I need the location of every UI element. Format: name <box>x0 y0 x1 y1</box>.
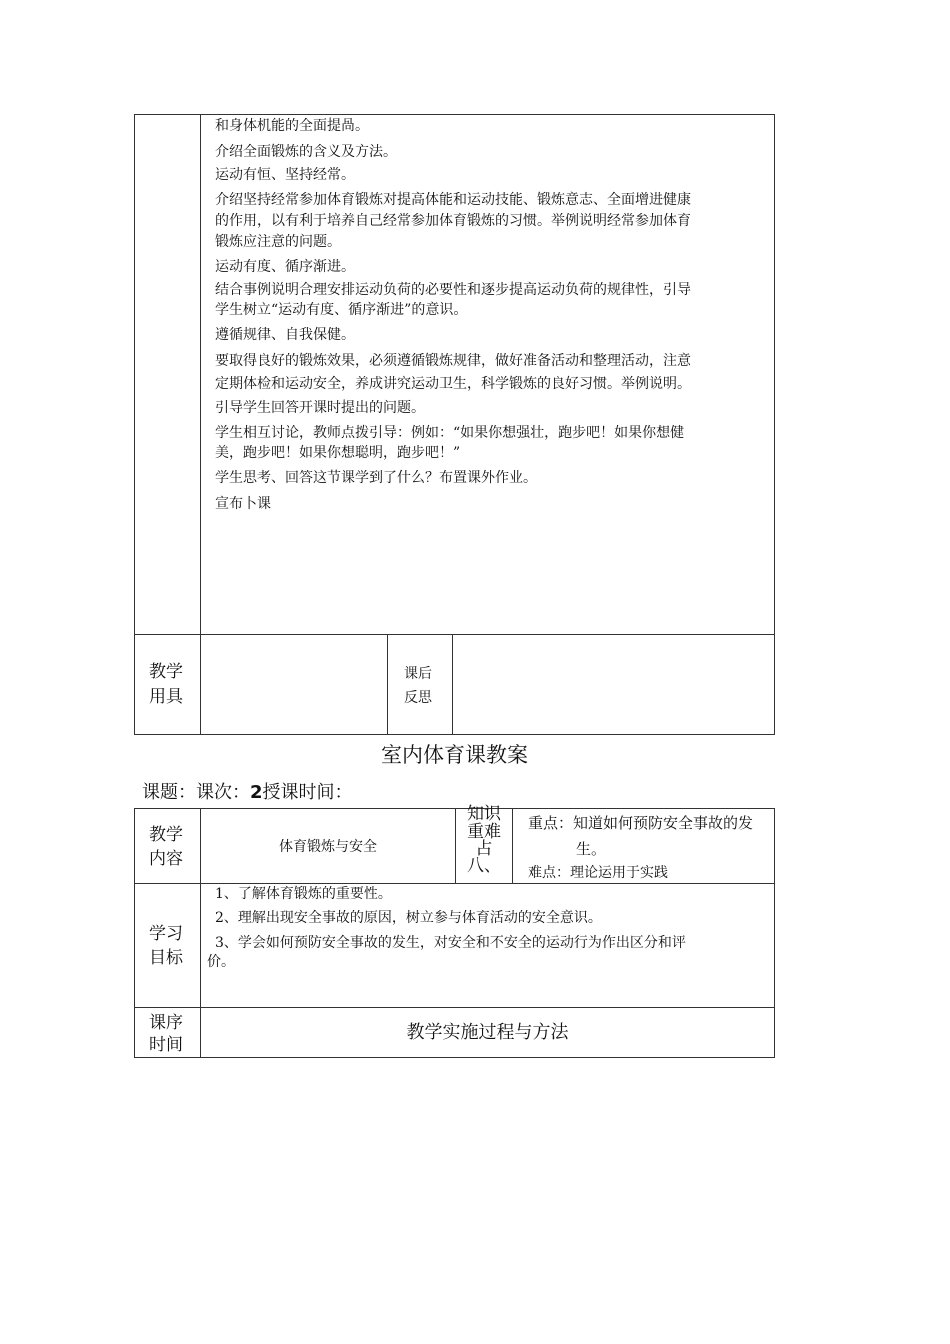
table-border <box>134 1007 775 1008</box>
page-title: 室内体育课教案 <box>381 743 528 767</box>
table-border <box>134 634 775 635</box>
goal-item: 3、学会如何预防安全事故的发生，对安全和不安全的运动行为作出区分和评 <box>215 935 686 951</box>
key-point-text: 重点：知道如何预防安全事故的发 <box>528 814 754 832</box>
order-label: 课序 <box>149 1013 183 1033</box>
lesson-text-line: 和身体机能的全面提咼。 <box>215 118 369 134</box>
goal-item: 1、了解体育锻炼的重要性。 <box>215 886 392 902</box>
goals-label: 目标 <box>149 948 183 968</box>
content-label: 教学 <box>149 825 183 845</box>
key-points-label: 八、 <box>467 856 501 876</box>
key-points-label: 知识 <box>467 804 501 824</box>
lesson-text-line: 运动有恒、坚持经常。 <box>215 167 355 183</box>
table-border <box>512 808 513 884</box>
table-border <box>134 1057 775 1058</box>
lesson-text-line: 学生相互讨论，教师点拨引导：例如：“如果你想强壮，跑步吧！如果你想健 <box>215 425 685 441</box>
table-border <box>134 808 135 1058</box>
goal-item: 价。 <box>207 954 235 970</box>
table-border <box>134 114 775 115</box>
lesson-text-line: 锻炼应注意的问题。 <box>215 234 341 250</box>
lesson-text-line: 介绍全面锻炼的含义及方法。 <box>215 144 397 160</box>
table-border <box>452 634 453 735</box>
table-border <box>387 634 388 735</box>
key-points-label: 占 <box>475 839 493 859</box>
lesson-text-line: 运动有度、循序渐进。 <box>215 259 355 275</box>
key-points-label: 重难 <box>467 822 501 842</box>
table-border <box>134 734 775 735</box>
table-border <box>134 114 135 735</box>
lesson-text-line: 美，跑步吧！如果你想聪明，跑步吧！” <box>215 445 461 461</box>
table-border <box>774 114 775 735</box>
lesson-text-line: 学生树立“运动有度、循序渐进”的意识。 <box>215 302 468 318</box>
process-title: 教学实施过程与方法 <box>406 1022 569 1043</box>
lesson-text-line: 介绍坚持经常参加体育锻炼对提高体能和运动技能、锻炼意志、全面增进健康 <box>215 192 691 208</box>
order-label: 时间 <box>149 1035 183 1055</box>
content-value: 体育锻炼与安全 <box>279 839 377 855</box>
lesson-text-line: 要取得良好的锻炼效果，必须遵循锻炼规律，做好准备活动和整理活动，注意 <box>215 353 691 369</box>
table-border <box>774 808 775 1058</box>
lesson-text-line: 学生思考、回答这节课学到了什么？布置课外作业。 <box>215 470 537 486</box>
course-line-prefix: 课题：课次： <box>142 782 250 803</box>
tools-label: 用具 <box>149 687 183 707</box>
table-border <box>200 114 201 735</box>
reflection-label: 课后 <box>404 666 432 682</box>
lesson-text-line: 引导学生回答开课时提出的问题。 <box>215 400 425 416</box>
content-label: 内容 <box>149 849 183 869</box>
goal-item: 2、理解出现安全事故的原因，树立参与体育活动的安全意识。 <box>215 910 602 926</box>
tools-label: 教学 <box>149 662 183 682</box>
lesson-text-line: 的作用，以有利于培养自己经常参加体育锻炼的习惯。举例说明经常参加体育 <box>215 213 691 229</box>
lesson-number: 2 <box>250 782 263 803</box>
course-line-suffix: 授课时间： <box>262 782 353 803</box>
lesson-text-line: 遵循规律、自我保健。 <box>215 327 355 343</box>
key-point-text: 生。 <box>576 840 607 858</box>
lesson-text-line: 结合事例说明合理安排运动负荷的必要性和逐步提高运动负荷的规律性，引导 <box>215 282 691 298</box>
reflection-label: 反思 <box>404 690 432 706</box>
difficulty-text: 难点：理论运用于实践 <box>528 865 668 881</box>
lesson-text-line: 宣布卜课 <box>215 496 271 512</box>
course-line <box>142 781 353 805</box>
lesson-text-line: 定期体检和运动安全，养成讲究运动卫生，科学锻炼的良好习惯。举例说明。 <box>215 376 691 392</box>
goals-label: 学习 <box>149 924 183 944</box>
